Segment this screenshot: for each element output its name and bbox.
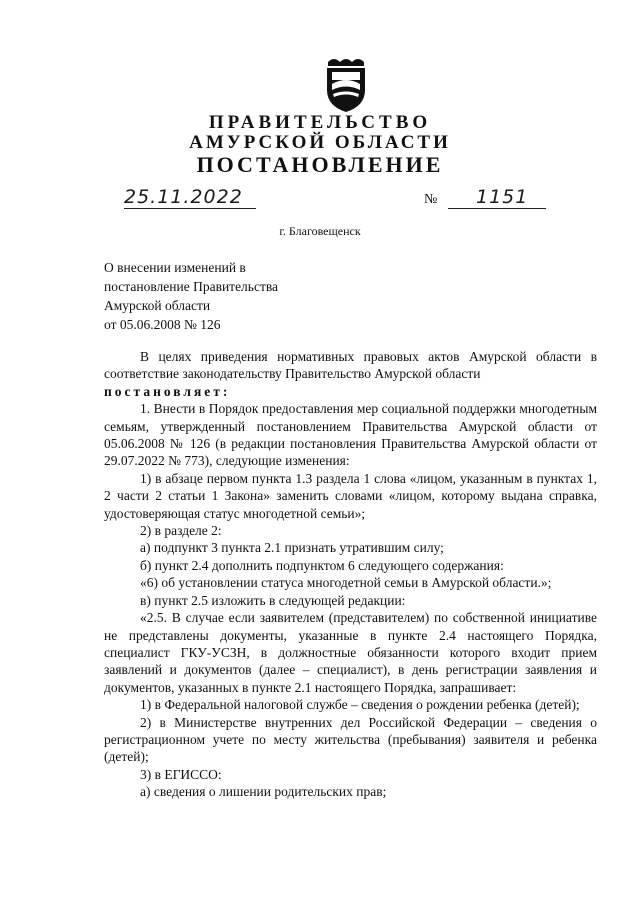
document-type-title: ПОСТАНОВЛЕНИЕ [196,152,444,177]
body-paragraph: б) пункт 2.4 дополнить подпунктом 6 следующего содержания: [140,557,504,573]
government-title: ПРАВИТЕЛЬСТВО [208,112,432,133]
document-subject [104,258,278,334]
subject-line: Амурской области [104,298,211,313]
subject-line: от 05.06.2008 № 126 [104,317,221,332]
document-date: 25.11.2022 [124,186,256,209]
body-paragraph: 1) в абзаце первом пункта 1.3 раздела 1 слова «лицом, указанным в пунктах 1, 2 части 2 статьи 1 Закона» заменить словами «лицом, которому выдана справка, удостоверяющая статус многодетной семьи»; [104,470,597,521]
body-paragraph: 1. Внести в Порядок предоставления мер социальной поддержки многодетным семьям, утвержденный постановлением Правительства Амурской области от 05.06.2008 № 126 (в редакции постановления Правительства Амурской области от 29.07.2022 № 773), следующие изменения: [104,401,597,469]
document-number: 1151 [448,186,546,209]
region-title: АМУРСКОЙ ОБЛАСТИ [189,132,451,153]
body-paragraph: в) пункт 2.5 изложить в следующей редакции: [140,592,406,608]
amur-region-coat-of-arms-icon [322,56,370,114]
body-paragraph: 3) в ЕГИССО: [140,766,222,782]
body-paragraph: а) подпункт 3 пункта 2.1 признать утратившим силу; [140,540,444,556]
body-paragraph: 1) в Федеральной налоговой службе – сведения о рождении ребенка (детей); [140,697,580,713]
subject-line: постановление Правительства [104,279,279,294]
body-paragraph: 2) в Министерстве внутренних дел Российской Федерации – сведения о регистрационном учете по месту жительства (пребывания) заявителя и ребенка (детей); [104,714,597,765]
subject-line: О внесении изменений в [104,260,246,275]
body-paragraph: а) сведения о лишении родительских прав; [140,784,387,800]
resolution-keyword: постановляет: [104,383,231,399]
number-label: № [424,192,438,207]
city-name: г. Благовещенск [279,224,361,238]
document-body [104,348,597,801]
body-paragraph: В целях приведения нормативных правовых актов Амурской области в соответствие законодательству Правительство Амурской области [104,349,597,382]
body-paragraph: 2) в разделе 2: [140,523,222,539]
body-paragraph: «6) об установлении статуса многодетной семьи в Амурской области.»; [140,575,552,591]
body-paragraph: «2.5. В случае если заявителем (представителем) по собственной инициативе не представлены документы, указанные в пункте 2.4 настоящего Порядка, специалист ГКУ-УСЗН, в должностные обязанности которого входит прием заявлений и документов (далее – специалист), в день регистрации заявления и документов, указанных в пункте 2.1 настоящего Порядка, запрашивает: [104,610,597,695]
